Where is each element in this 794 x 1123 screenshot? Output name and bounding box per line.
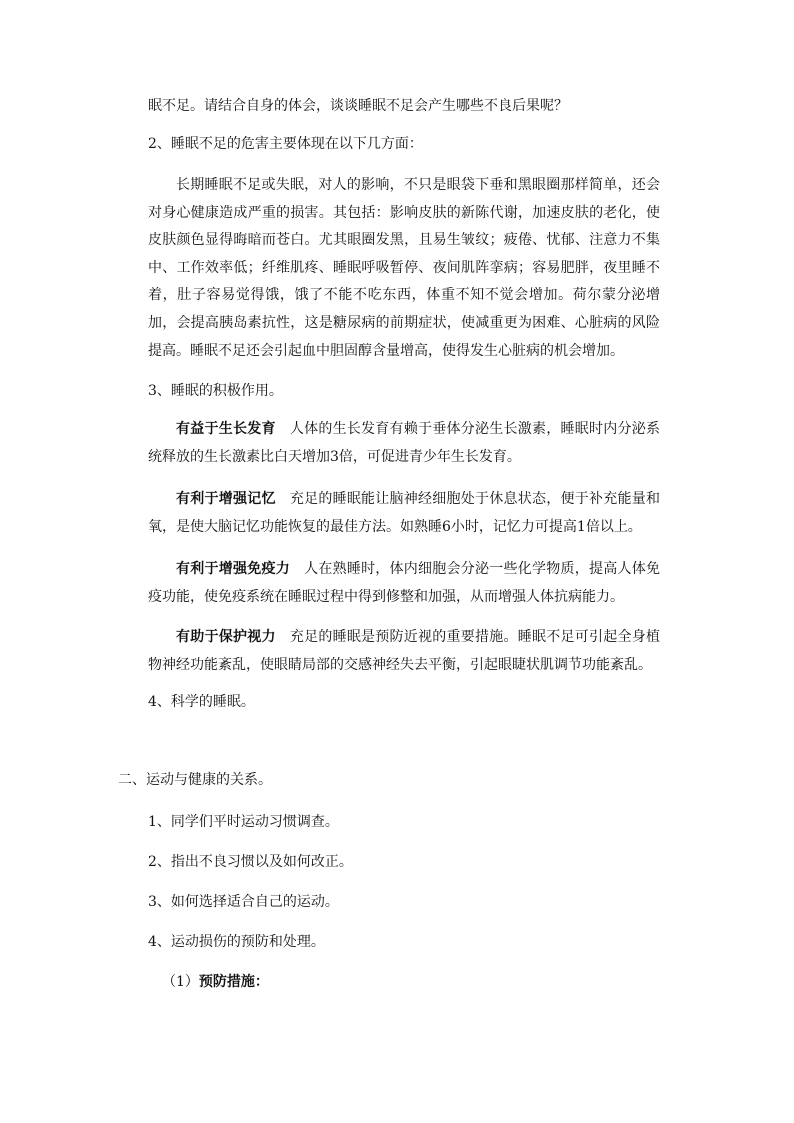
item-3-heading: 3、睡眠的积极作用。 [148,383,283,399]
benefit-immunity-title: 有利于增强免疫力 [176,561,290,577]
benefit-growth [148,416,660,471]
section-2-item-4: 4、运动损伤的预防和处理。 [148,934,325,950]
harm-paragraph: 长期睡眠不足或失眠，对人的影响，不只是眼袋下垂和黑眼圈那样简单，还会对身心健康造成严重的损害。其包括：影响皮肤的新陈代谢，加速皮肤的老化，使皮肤颜色显得晦暗而苍白。尤其眼圈发黑，且易生皱纹；疲倦、忧郁、注意力不集中、工作效率低；纤维肌疼、睡眠呼吸暂停、夜间肌阵挛病；容易肥胖，夜里睡不着，肚子容易觉得饿，饿了不能不吃东西，体重不知不觉会增加。荷尔蒙分泌增加，会提高胰岛素抗性，这是糖尿病的前期症状，使减重更为困难、心脏病的风险提高。睡眠不足还会引起血中胆固醇含量增高，使得发生心脏病的机会增加。 [148,177,660,359]
section-2-heading: 二、运动与健康的关系。 [118,772,272,788]
benefit-vision-text: 充足的睡眠是预防近视的重要措施。睡眠不足可引起全身植物神经功能紊乱，使眼睛局部的交感神经失去平衡，引起眼睫状肌调节功能紊乱。 [148,629,660,673]
paragraph-top-line: 眠不足。请结合自身的体会，谈谈睡眠不足会产生哪些不良后果呢？ [148,98,568,114]
benefit-growth-title: 有益于生长发育 [176,421,276,437]
benefit-growth-text: 人体的生长发育有赖于垂体分泌生长激素，睡眠时内分泌系统释放的生长激素比白天增加3倍，可促进青少年生长发育。 [148,421,660,465]
section-2-item-3: 3、如何选择适合自己的运动。 [148,894,339,910]
benefit-immunity-text: 人在熟睡时，体内细胞会分泌一些化学物质，提高人体免疫功能，使免疫系统在睡眠过程中得到修整和加强，从而增强人体抗病能力。 [148,561,661,605]
section-2-item-1: 1、同学们平时运动习惯调查。 [148,814,339,830]
sub-item-label: （1） [162,974,199,990]
benefit-immunity [148,556,660,611]
sub-item-prevention [162,972,269,992]
benefit-memory-title: 有利于增强记忆 [176,491,276,507]
benefit-memory [148,486,660,541]
benefit-vision [148,624,660,679]
item-4-heading: 4、科学的睡眠。 [148,694,255,710]
item-2-heading: 2、睡眠不足的危害主要体现在以下几方面： [148,136,423,152]
benefit-memory-text: 充足的睡眠能让脑神经细胞处于休息状态，便于补充能量和氧，是使大脑记忆功能恢复的最佳方法。如熟睡6小时，记忆力可提高1倍以上。 [148,491,660,535]
sub-item-title: 预防措施： [198,974,269,990]
benefit-vision-title: 有助于保护视力 [176,629,276,645]
section-2-item-2: 2、指出不良习惯以及如何改正。 [148,854,353,870]
